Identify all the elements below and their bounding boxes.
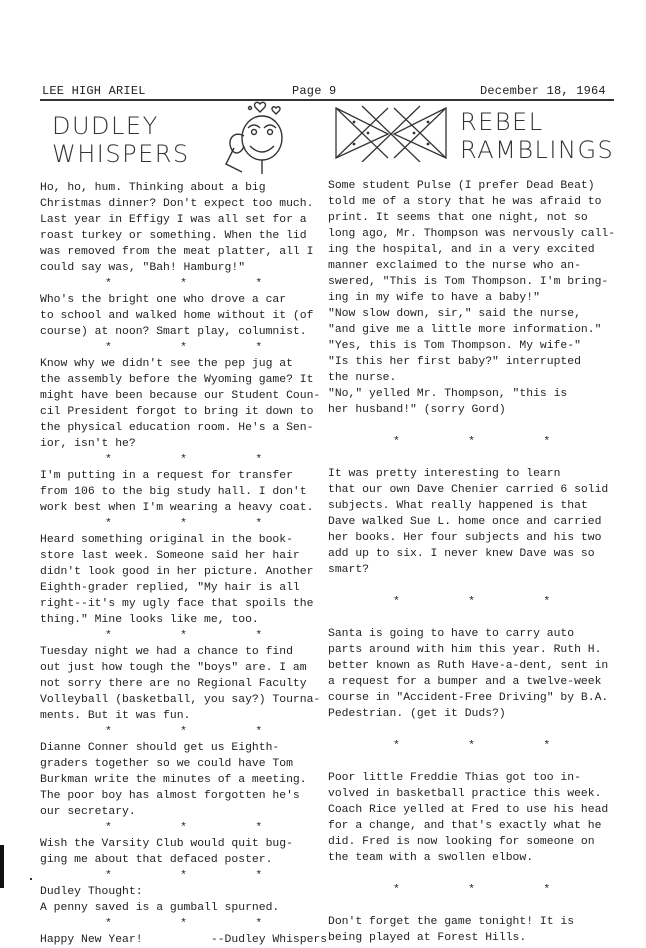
text-line: her husband!" (sorry Gord) — [328, 404, 506, 416]
text-line: "No," yelled Mr. Thompson, "this is — [328, 388, 568, 400]
section-divider: * * * — [392, 740, 551, 752]
text-line: the team with a swollen elbow. — [328, 852, 534, 864]
text-line: from 106 to the big study hall. I don't — [40, 486, 307, 498]
text-line: Santa is going to have to carry auto — [328, 628, 575, 640]
text-line: Dudley Thought: — [40, 886, 143, 898]
text-line: work best when I'm wearing a heavy coat. — [40, 502, 314, 514]
text-line: graders together so we could have Tom — [40, 758, 293, 770]
text-line: Don't forget the game tonight! It is — [328, 916, 575, 928]
text-line: cil President forgot to bring it down to — [40, 406, 314, 418]
text-line: The poor boy has almost forgotten he's — [40, 790, 300, 802]
text-line: ments. But it was fun. — [40, 710, 191, 722]
section-divider: * * * — [392, 436, 551, 448]
text-line: Volleyball (basketball, you say?) Tourna- — [40, 694, 321, 706]
page-number: Page 9 — [292, 84, 337, 98]
header-rule — [40, 99, 614, 101]
text-line: not sorry there are no Regional Faculty — [40, 678, 307, 690]
text-line: course) at noon? Smart play, columnist. — [40, 326, 307, 338]
blank-line — [328, 418, 615, 434]
text-line: smart? — [328, 564, 370, 576]
text-line: parts around with him this year. Ruth H. — [328, 644, 602, 656]
section-divider: * * * — [104, 278, 263, 290]
text-line: might have been because our Student Coun- — [40, 390, 321, 402]
title-line-2: WHISPERS — [52, 140, 190, 168]
rebel-ramblings-column — [328, 178, 615, 946]
blank-line — [328, 722, 615, 738]
blank-line — [328, 866, 615, 882]
text-line: right--it's my ugly face that spoils the — [40, 598, 314, 610]
blank-line — [328, 610, 615, 626]
text-line: It was pretty interesting to learn — [328, 468, 561, 480]
text-line: didn't look good in her picture. Another — [40, 566, 314, 578]
scan-edge-mark — [0, 845, 4, 888]
text-line: Pedestrian. (get it Duds?) — [328, 708, 506, 720]
text-line: Ho, ho, hum. Thinking about a big — [40, 182, 266, 194]
text-line: told me of a story that he was afraid to — [328, 196, 602, 208]
text-line: A penny saved is a gumball spurned. — [40, 902, 280, 914]
text-line: Last year in Effigy I was all set for a — [40, 214, 307, 226]
title-line-1: DUDLEY — [52, 112, 159, 140]
section-divider: * * * — [104, 918, 263, 930]
text-line: our secretary. — [40, 806, 136, 818]
section-divider: * * * — [104, 342, 263, 354]
text-line: volved in basketball practice this week. — [328, 788, 602, 800]
text-line: could say was, "Bah! Hamburg!" — [40, 262, 246, 274]
text-line: her books. Her four subjects and his two — [328, 532, 602, 544]
section-divider: * * * — [104, 822, 263, 834]
section-divider: * * * — [104, 518, 263, 530]
section-divider: * * * — [392, 884, 551, 896]
section-divider: * * * — [104, 454, 263, 466]
text-line: "and give me a little more information." — [328, 324, 602, 336]
text-line: ing the hospital, and in a very excited — [328, 244, 595, 256]
title-line-1: REBEL — [460, 108, 544, 136]
text-line: out just how tough the "boys" are. I am — [40, 662, 307, 674]
text-line: swered, "This is Tom Thompson. I'm bring- — [328, 276, 609, 288]
text-line: did. Fred is now looking for someone on — [328, 836, 595, 848]
text-line: Heard something original in the book- — [40, 534, 293, 546]
text-line: "Is this her first baby?" interrupted — [328, 356, 581, 368]
text-line: better known as Ruth Have-a-dent, sent in — [328, 660, 609, 672]
text-line: "Now slow down, sir," said the nurse, — [328, 308, 581, 320]
text-line: Poor little Freddie Thias got too in- — [328, 772, 581, 784]
text-line: for a change, and that's exactly what he — [328, 820, 602, 832]
text-line: "Yes, this is Tom Thompson. My wife-" — [328, 340, 581, 352]
text-line: course in "Accident-Free Driving" by B.A. — [328, 692, 609, 704]
text-line: Tuesday night we had a chance to find — [40, 646, 293, 658]
text-line: the assembly before the Wyoming game? It — [40, 374, 314, 386]
blank-line — [328, 578, 615, 594]
text-line: manner exclaimed to the nurse who an- — [328, 260, 581, 272]
text-line: subjects. What really happened is that — [328, 500, 588, 512]
text-line: Wish the Varsity Club would quit bug- — [40, 838, 293, 850]
text-line: Burkman write the minutes of a meeting. — [40, 774, 307, 786]
text-line: was removed from the meat platter, all I — [40, 246, 314, 258]
crossed-rebel-flags-illustration — [332, 104, 450, 162]
section-divider: * * * — [104, 726, 263, 738]
title-line-2: RAMBLINGS — [460, 136, 615, 164]
text-line: the nurse. — [328, 372, 397, 384]
newspaper-name: LEE HIGH ARIEL — [42, 84, 146, 98]
text-line: Eighth-grader replied, "My hair is all — [40, 582, 300, 594]
text-line: store last week. Someone said her hair — [40, 550, 300, 562]
text-line: Dianne Conner should get us Eighth- — [40, 742, 280, 754]
text-line: long ago, Mr. Thompson was nervously call- — [328, 228, 616, 240]
text-line: to school and walked home without it (of — [40, 310, 314, 322]
blank-line — [328, 898, 615, 914]
text-line: Coach Rice yelled at Fred to use his head — [328, 804, 609, 816]
dudley-whispers-column — [40, 180, 327, 948]
dudley-cartoon-illustration — [214, 100, 304, 176]
text-line: the physical education room. He's a Sen- — [40, 422, 314, 434]
issue-date: December 18, 1964 — [480, 84, 606, 98]
text-line: thing." Mine looks like me, too. — [40, 614, 259, 626]
section-divider: * * * — [104, 630, 263, 642]
text-line: Christmas dinner? Don't expect too much. — [40, 198, 314, 210]
blank-line — [328, 754, 615, 770]
section-divider: * * * — [104, 870, 263, 882]
text-line: Know why we didn't see the pep jug at — [40, 358, 293, 370]
blank-line — [328, 450, 615, 466]
text-line: add up to six. I never knew Dave was so — [328, 548, 595, 560]
text-line: Happy New Year! --Dudley Whispers — [40, 934, 328, 946]
text-line: a request for a bumper and a twelve-week — [328, 676, 602, 688]
text-line: I'm putting in a request for transfer — [40, 470, 293, 482]
text-line: being played at Forest Hills. — [328, 932, 527, 944]
text-line: ior, isn't he? — [40, 438, 136, 450]
dudley-whispers-title — [52, 112, 190, 168]
text-line: print. It seems that one night, not so — [328, 212, 588, 224]
scan-speck — [30, 878, 32, 880]
text-line: that our own Dave Chenier carried 6 solid — [328, 484, 609, 496]
text-line: ing in my wife to have a baby!" — [328, 292, 540, 304]
text-line: Some student Pulse (I prefer Dead Beat) — [328, 180, 595, 192]
text-line: Dave walked Sue L. home once and carried — [328, 516, 602, 528]
text-line: Who's the bright one who drove a car — [40, 294, 287, 306]
text-line: roast turkey or something. When the lid — [40, 230, 307, 242]
rebel-ramblings-title — [460, 108, 614, 164]
section-divider: * * * — [392, 596, 551, 608]
text-line: ging me about that defaced poster. — [40, 854, 273, 866]
